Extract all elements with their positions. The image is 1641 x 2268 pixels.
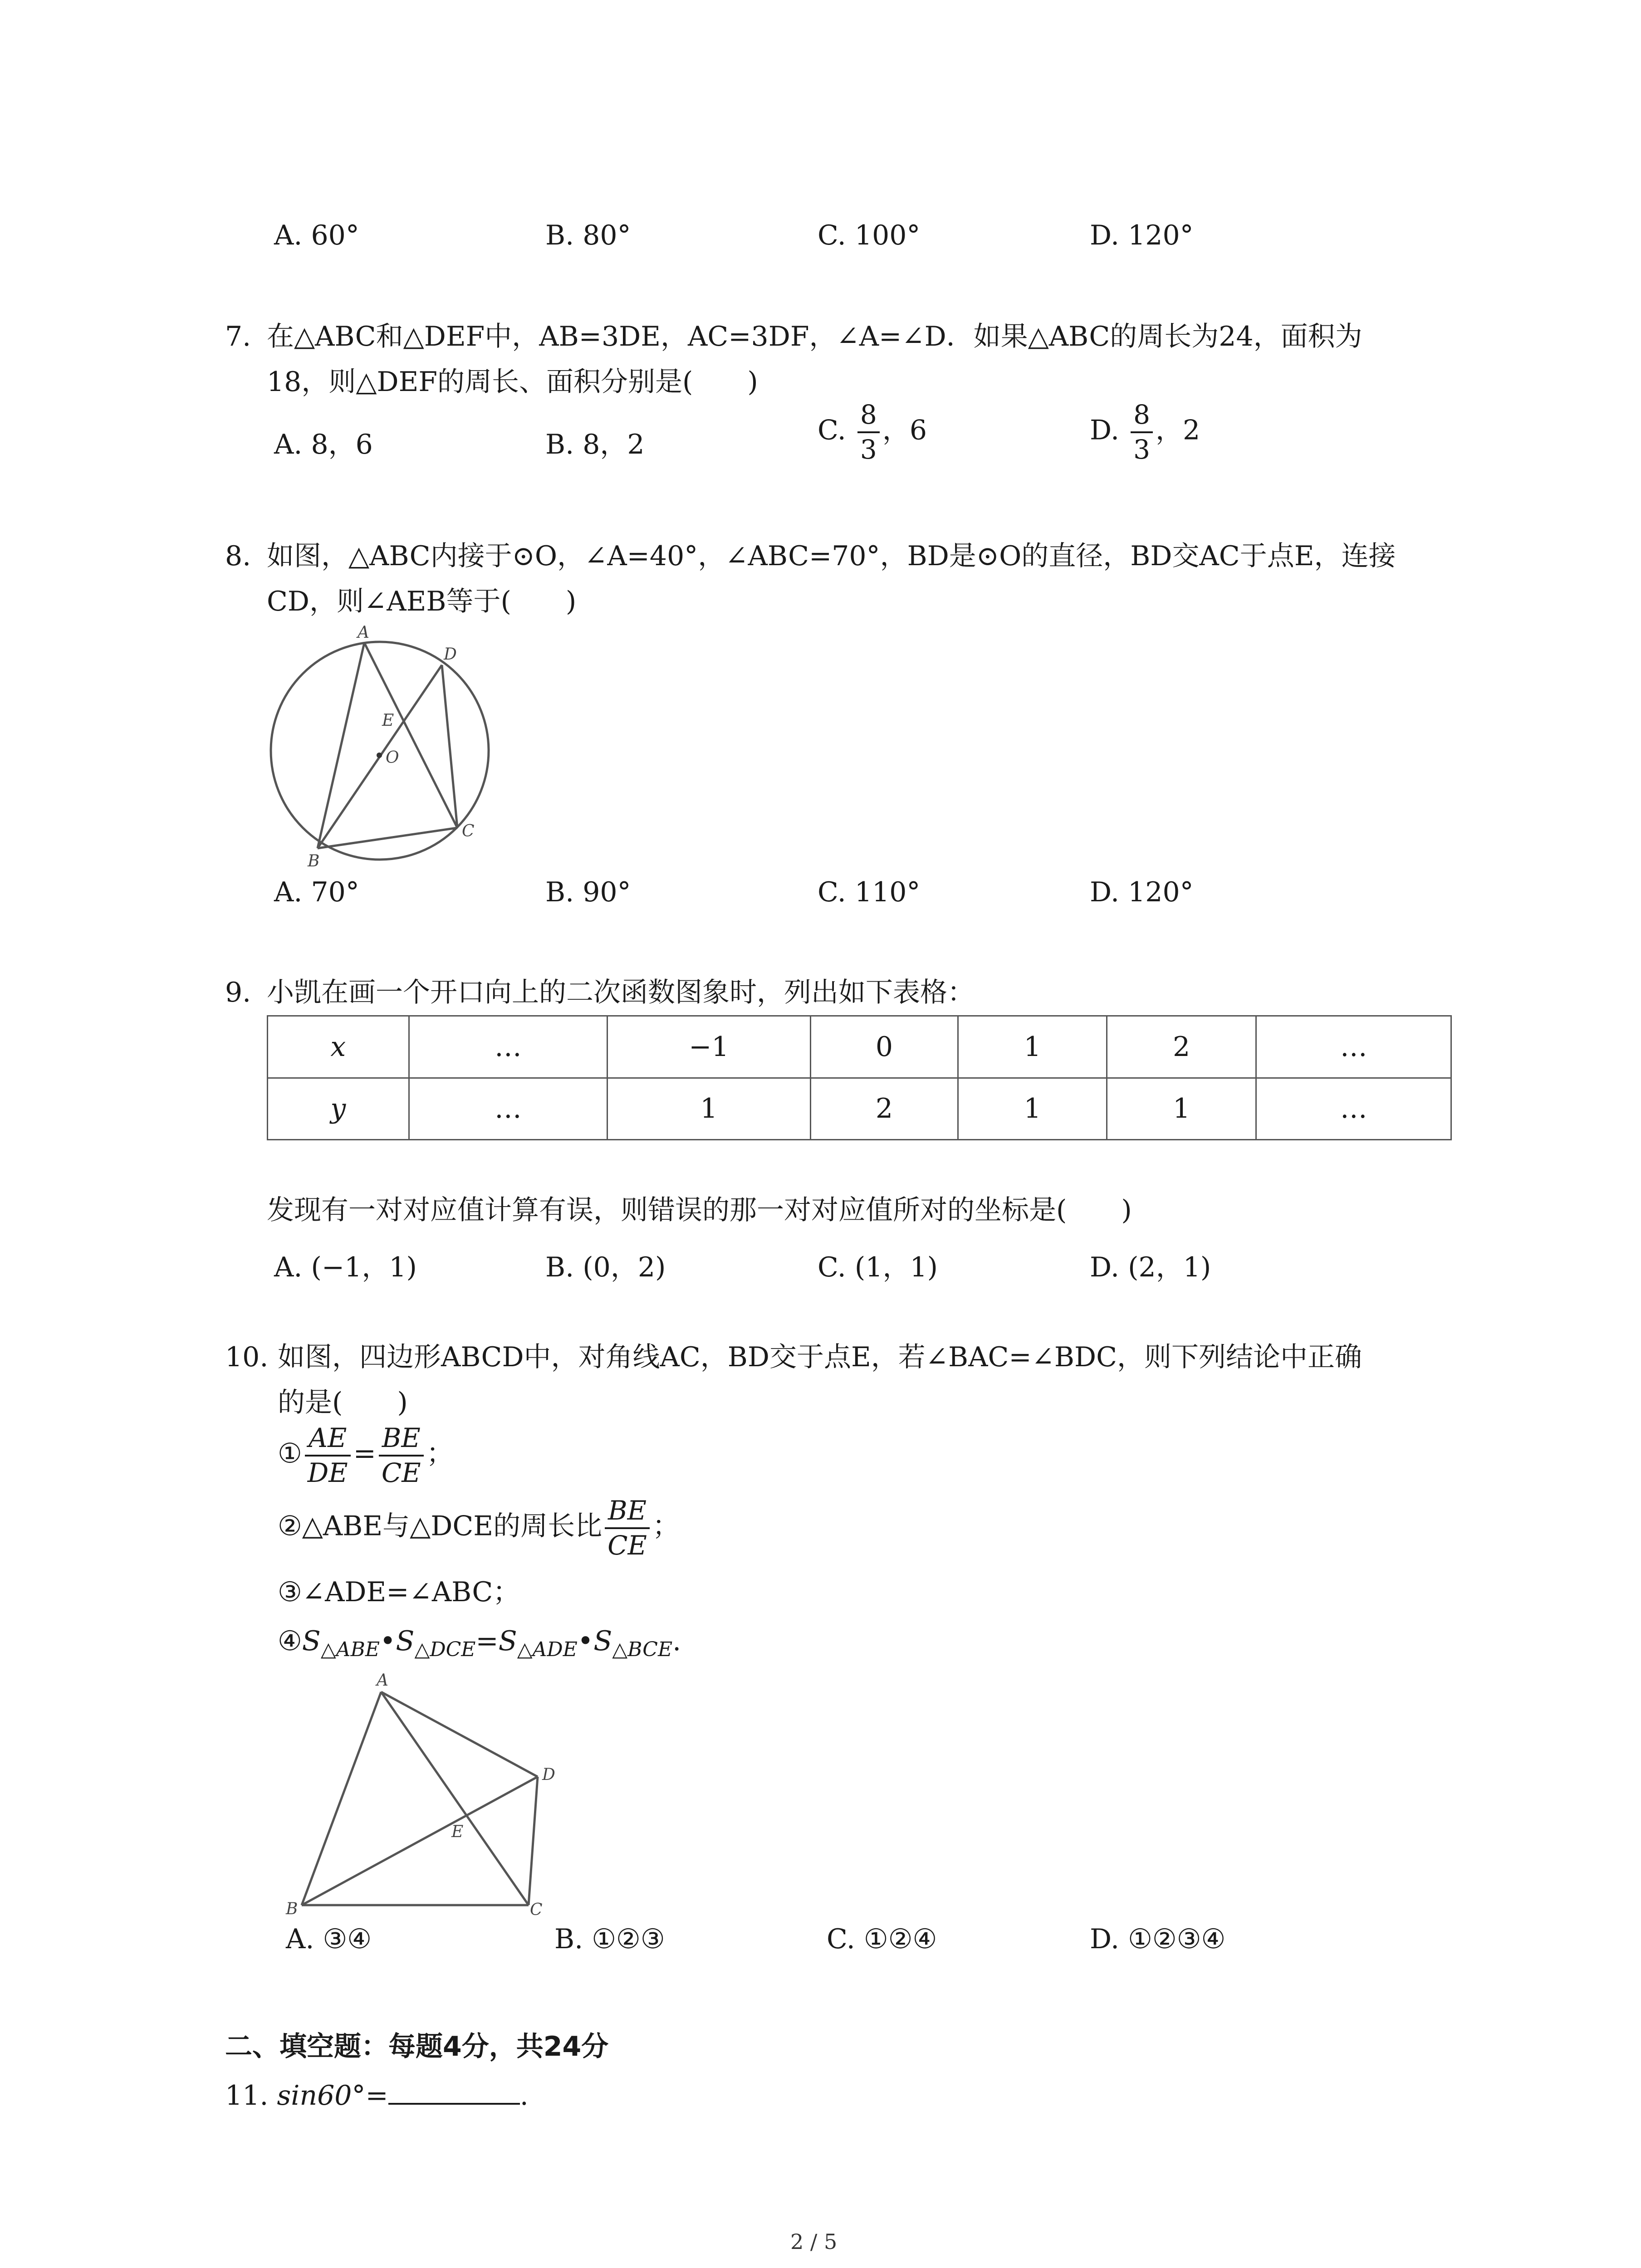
q10-option-d: D. ①②③④: [1090, 1923, 1226, 1955]
q10-label-e: E: [451, 1823, 464, 1841]
q10-s4-mark: ④: [278, 1625, 302, 1657]
q11: [225, 2077, 529, 2112]
q10-s1-den1: DE: [307, 1457, 348, 1488]
q9-cell-x-2: −1: [607, 1016, 811, 1078]
q8-label-d: D: [444, 645, 457, 664]
q9-option-c: C. (1，1): [818, 1251, 938, 1283]
q11-end: .: [519, 2080, 529, 2112]
q10-label-b: B: [286, 1900, 298, 1918]
q7-option-c: [818, 401, 927, 464]
q9-cell-y-6: …: [1256, 1078, 1451, 1140]
q9-stem-line1: 小凯在画一个开口向上的二次函数图象时，列出如下表格：: [267, 977, 975, 1008]
q10-segment-cd: [529, 1777, 538, 1905]
q7-option-d-rest: ，2: [1156, 414, 1200, 446]
q9-cell-x-4: 1: [958, 1016, 1107, 1078]
q6-option-d: D. 120°: [1090, 220, 1194, 251]
q9-cell-x-1: …: [409, 1016, 607, 1078]
q9-cell-y-3: 2: [810, 1078, 958, 1140]
q9-cell-x-6: …: [1256, 1016, 1451, 1078]
q7-option-c-label: C.: [818, 414, 846, 446]
q10-label-a: A: [377, 1671, 388, 1690]
q8-circle-figure: [254, 621, 508, 875]
q9-cell-x-5: 2: [1107, 1016, 1256, 1078]
q7-option-d: [1090, 401, 1200, 464]
q8-number: 8.: [225, 540, 251, 572]
q10-s1-den2: CE: [381, 1457, 421, 1488]
q10-s4-end: .: [672, 1625, 681, 1657]
q10-statement-3: ③∠ADE=∠ABC；: [278, 1576, 520, 1608]
q8-option-a: A. 70°: [274, 876, 359, 908]
table-row: [268, 1016, 1451, 1078]
q10-s4-equals: =: [475, 1625, 499, 1657]
q10-s2-den: CE: [607, 1530, 647, 1561]
q11-expression: sin60°=: [277, 2080, 388, 2112]
q10-s2-fraction: [605, 1497, 650, 1559]
q10-s4-s2: S: [396, 1625, 415, 1657]
q10-option-c: C. ①②④: [827, 1923, 937, 1955]
q6-option-a: A. 60°: [274, 220, 359, 251]
q10-segment-ac: [381, 1692, 529, 1905]
q10-stem-line1: 如图，四边形ABCD中，对角线AC，BD交于点E，若∠BAC=∠BDC，则下列结论中正确: [278, 1341, 1362, 1373]
q7-option-d-denominator: 3: [1133, 434, 1151, 465]
q10-s1-fraction-left: [305, 1424, 351, 1487]
q10-stem-line2: 的是( ): [278, 1387, 408, 1418]
q10-segment-bd: [302, 1777, 538, 1905]
q7-stem-line2: 18，则△DEF的周长、面积分别是( ): [267, 366, 758, 398]
q10-s4-dot2: •: [577, 1625, 594, 1657]
q9-cell-y-5: 1: [1107, 1078, 1256, 1140]
q8-segment-ab: [318, 643, 364, 848]
q7-option-d-label: D.: [1090, 414, 1120, 446]
q10-number: 10.: [225, 1341, 269, 1373]
q7-option-d-numerator: 8: [1131, 401, 1153, 433]
q10-statement-2: [278, 1497, 680, 1559]
q9-option-a: A. (−1，1): [274, 1251, 417, 1283]
q8-label-e: E: [382, 711, 394, 730]
q10-s1-end: ；: [426, 1437, 454, 1470]
q11-answer-blank: [388, 2077, 520, 2105]
q8-option-d: D. 120°: [1090, 876, 1194, 908]
q9-value-table: [267, 1015, 1452, 1140]
q8-option-b: B. 90°: [545, 876, 631, 908]
q9-cell-y-header: y: [268, 1078, 409, 1140]
q10-segment-ab: [302, 1692, 381, 1905]
q7-option-c-rest: ，6: [882, 414, 927, 446]
q7-option-a: A. 8，6: [274, 429, 373, 460]
q10-s2-text: ②△ABE与△DCE的周长比: [278, 1510, 603, 1542]
q10-s1-num2: BE: [379, 1424, 424, 1457]
q7-option-c-fraction: [857, 401, 880, 464]
q8-option-c: C. 110°: [818, 876, 921, 908]
q6-option-c: C. 100°: [818, 220, 921, 251]
q10-s4-s3: S: [498, 1625, 517, 1657]
q10-option-b: B. ①②③: [554, 1923, 665, 1955]
q7-stem-line1: 在△ABC和△DEF中，AB=3DE，AC=3DF，∠A=∠D．如果△ABC的周长为24，面积为: [267, 321, 1362, 352]
q8-stem-line1: 如图，△ABC内接于⊙O，∠A=40°，∠ABC=70°，BD是⊙O的直径，BD交AC于点E，连接: [267, 540, 1396, 572]
q10-s1-num1: AE: [305, 1424, 351, 1457]
q10-s4-s3-sub: △ADE: [517, 1638, 578, 1661]
q9-option-d: D. (2，1): [1090, 1251, 1211, 1283]
q9-cell-x-header: x: [268, 1016, 409, 1078]
page-number: 2 / 5: [790, 2229, 838, 2254]
q10-s4-dot1: •: [379, 1625, 396, 1657]
q10-quadrilateral-figure: [272, 1669, 590, 1923]
q9-cell-y-4: 1: [958, 1078, 1107, 1140]
q10-s2-end: ；: [652, 1510, 680, 1542]
q8-label-o: O: [386, 748, 399, 767]
q9-cell-y-2: 1: [607, 1078, 811, 1140]
q10-segment-ad: [381, 1692, 538, 1777]
q10-statement-1: [278, 1424, 454, 1487]
q10-label-d: D: [542, 1765, 555, 1784]
q8-label-b: B: [308, 852, 320, 870]
q10-s1-mark: ①: [278, 1437, 302, 1470]
q8-label-c: C: [462, 822, 475, 841]
q7-option-c-denominator: 3: [860, 434, 877, 465]
q9-stem-line2: 发现有一对对应值计算有误，则错误的那一对对应值所对的坐标是( ): [267, 1194, 1132, 1226]
q8-label-a: A: [358, 623, 369, 642]
q10-statement-4: [278, 1625, 681, 1661]
q10-option-a: A. ③④: [286, 1923, 372, 1955]
q10-s4-s2-sub: △DCE: [414, 1638, 476, 1661]
q9-cell-y-1: …: [409, 1078, 607, 1140]
section2-heading: 二、填空题：每题4分，共24分: [225, 2031, 609, 2063]
q10-s1-equals: =: [353, 1437, 376, 1470]
q10-s4-s4: S: [593, 1625, 612, 1657]
q10-s4-s1: S: [302, 1625, 321, 1657]
table-row: [268, 1078, 1451, 1140]
q8-stem-line2: CD，则∠AEB等于( ): [267, 586, 577, 617]
q9-option-b: B. (0，2): [545, 1251, 666, 1283]
q7-option-d-fraction: [1131, 401, 1153, 464]
q10-label-c: C: [530, 1901, 543, 1919]
q7-option-c-numerator: 8: [857, 401, 880, 433]
q8-center-point: [377, 753, 382, 758]
q9-cell-x-3: 0: [810, 1016, 958, 1078]
q9-number: 9.: [225, 977, 251, 1008]
q10-s4-s1-sub: △ABE: [320, 1638, 380, 1661]
q8-segment-bc: [318, 828, 457, 848]
q10-s2-num: BE: [605, 1497, 650, 1529]
q6-option-b: B. 80°: [545, 220, 631, 251]
q7-number: 7.: [225, 321, 251, 352]
q7-option-b: B. 8，2: [545, 429, 645, 460]
q10-s4-s4-sub: △BCE: [612, 1638, 673, 1661]
q11-number: 11.: [225, 2080, 269, 2112]
q10-s1-fraction-right: [379, 1424, 424, 1487]
